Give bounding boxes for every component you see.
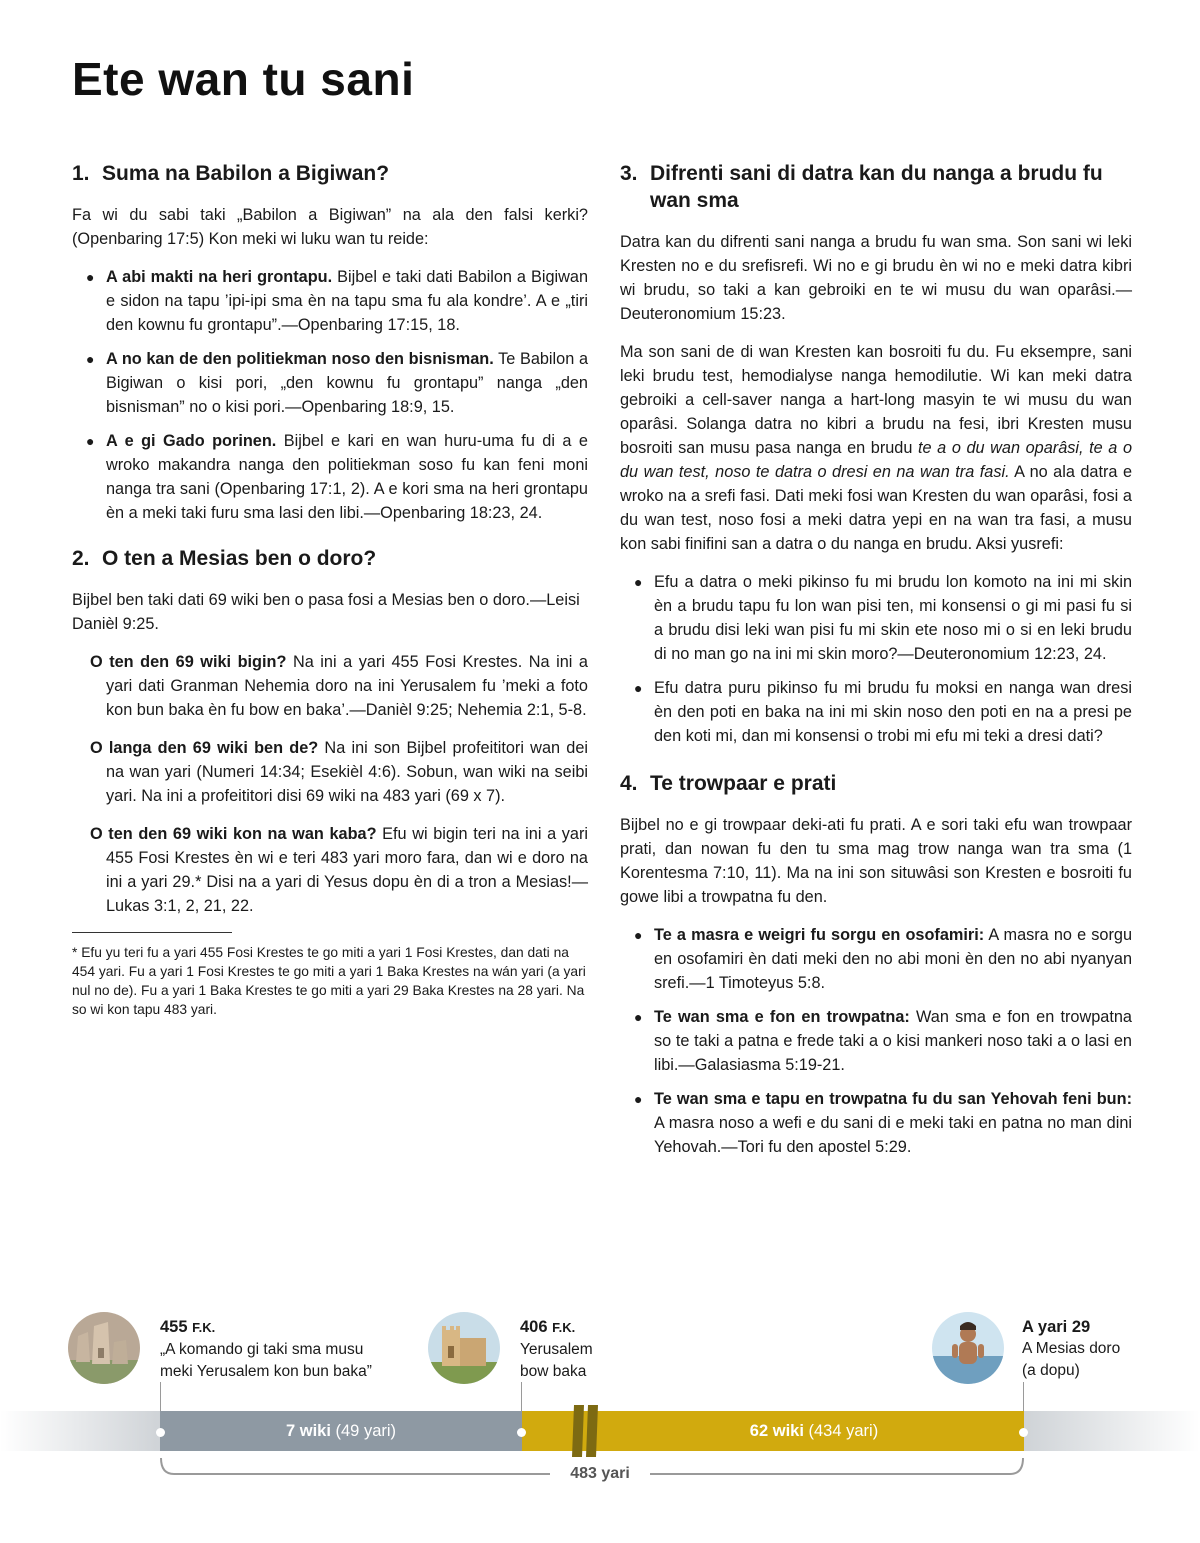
list-item: ● Te wan sma e tapu en trowpatna fu du san Yehovah feni bun: A masra noso a wefi e du sani di e meki taki en patna no man dini Yehovah.—Tori fu den apostel 5:29. [634, 1090, 1132, 1156]
section-1-heading: 1. Suma na Babilon a Bigiwan? [72, 162, 390, 185]
page-title: Ete wan tu sani [72, 53, 415, 105]
section-3-heading: 3. Difrenti sani di datra kan du nanga a brudu fu wan sma [620, 162, 1103, 212]
qa-item: O langa den 69 wiki ben de? Na ini son Bijbel profeititori wan dei na wan yari (Numeri 14:34; Esekièl 4:6). Sobun, wan wiki na seibi yari. Na ini a profeititori disi 69 wiki na 483 yari (69 x 7). [90, 739, 588, 805]
qa-item: O ten den 69 wiki bigin? Na ini a yari 455 Fosi Krestes. Na ini a yari dati Granman Nehemia doro na ini Yerusalem fu ’meki a foto kon bun baka èn fu bow en baka’.—Danièl 9:25; Nehemia 2:1, 5-8. [90, 653, 588, 719]
rebuilt-walls-image [428, 1312, 500, 1384]
list-item: ● A no kan de den politiekman noso den bisnisman. Te Babilon a Bigiwan o kisi pori, „den kownu fu grontapu” nanga „den bisnisman” no o kisi pori.—Openbaring 18:9, 15. [86, 350, 588, 416]
section-4-intro: Bijbel no e gi trowpaar deki-ati fu prati. A e sori taki efu wan trowpaar prati, dan nowan fu den tu sma mag trow nanga wan tra sma (1 Korentesma 7:10, 11). Ma na ini son situwâsi son Kresten e bosroiti fu gowe libi a trowpatna fu den. [620, 816, 1132, 906]
list-item: ● Efu datra puru pikinso fu mi brudu fu moksi en nanga wan dresi èn den poti en baka na ini mi skin noso den poti en na a presi pe den koti mi, dan mi konsensi o trobi mi efu mi teki a dresi dati? [634, 679, 1132, 745]
event-29-label: A yari 29 A Mesias doro (a dopu) [1022, 1318, 1121, 1379]
section-1-list [72, 265, 588, 525]
right-column [620, 160, 1132, 1169]
segment-2-label: 62 wiki (434 yari) [749, 1422, 879, 1440]
section-3-paragraph-2: Ma son sani de di wan Kresten kan bosroiti fu du. Fu eksempre, sani leki brudu test, hemodialyse nanga hemodilutie. Wi kan meki datra gebroiki a cell-saver nanga a hart-long masyin te wi musu du wan oparâsi. Solanga datra no kibri a brudu na fesi, ibri Kresten musu bosroiti san musu pasa nanga en brudu te a o du wan oparâsi, te a o du wan test, noso te datra o dresi en na wan tra fasi. A no ala datra e wroko na a srefi fasi. Dati meki fosi wan Kresten du wan oparâsi, fosi a du wan test, noso fosi a meki datra yepi en na wan tra fasi, a musu kon sabi finifini san a datra o du nanga en brudu. Aksi yusrefi: [620, 343, 1133, 553]
list-item: ● A e gi Gado porinen. Bijbel e kari en wan huru-uma fu di a e wroko makandra nanga den politiekman soso fu kan feni moni nanga tra sani (Openbaring 17:1, 2). A e kori sma na heri grontapu èn a meki taki furu sma lasi den libi.—Openbaring 18:23, 24. [86, 432, 588, 522]
event-406-label: 406 F.K. Yerusalem bow baka [520, 1318, 593, 1380]
section-1-intro: Fa wi du sabi taki „Babilon a Bigiwan” na ala den falsi kerki? (Openbaring 17:5) Kon meki wi luku wan tu reide: [72, 206, 588, 248]
section-3-list [620, 570, 1132, 748]
timeline-break-icon [568, 1405, 604, 1457]
section-3-paragraph-1: Datra kan du difrenti sani nanga a brudu fu wan sma. Son sani wi leki Kresten no e du srefisrefi. Wi no e gi brudu èn wi no e meki datra kibri wi brudu, so taki a kan gebroiki en te wi musu du wan oparâsi.—Deuteronomium 15:23. [620, 233, 1132, 323]
left-column [72, 160, 588, 1019]
section-2-intro: Bijbel ben taki dati 69 wiki ben o pasa fosi a Mesias ben o doro.—Leisi Danièl 9:25. [72, 591, 580, 633]
list-item: ● Te wan sma e fon en trowpatna: Wan sma e fon en trowpatna so te taki a patna e frede taki a o kisi mankeri noso taki a o lasi en libi.—Galasiasma 5:19-21. [634, 1008, 1132, 1074]
footnote: * Efu yu teri fu a yari 455 Fosi Krestes te go miti a yari 1 Fosi Krestes, dan dati na 454 yari. Fu a yari 1 Fosi Krestes te go miti a yari 1 Baka Krestes na wán yari (a yari nul no de). Fu a yari 1 Baka Krestes te go miti a yari 29 Baka Krestes na 28 yari. Na so wi kon tapu 483 yari. [72, 945, 586, 1017]
section-4-list [620, 923, 1132, 1159]
timeline-fade-left [0, 1411, 160, 1451]
section-2-heading: 2. O ten a Mesias ben o doro? [72, 547, 377, 570]
timeline [0, 1300, 1200, 1500]
ruined-walls-image [68, 1312, 140, 1384]
footnote-divider [72, 932, 232, 933]
section-4-heading: 4. Te trowpaar e prati [620, 772, 837, 795]
list-item: ● A abi makti na heri grontapu. Bijbel e taki dati Babilon a Bigiwan e sidon na tapu ’ipi-ipi sma èn na tapu sma fu ala kondre’. A e „tiri den kownu fu grontapu”.—Openbaring 17:15, 18. [86, 268, 588, 334]
segment-1-label: 7 wiki (49 yari) [285, 1422, 397, 1440]
timeline-fade-right [1024, 1411, 1200, 1451]
list-item: ● Efu a datra o meki pikinso fu mi brudu lon komoto na ini mi skin èn a brudu tapu fu lon wan pisi ten, mi konsensi o gi mi pasi fu si a brudu disi leki wan pisi fu mi skin ete noso mi o si en leki brudu di no man go na ini mi skin moro?—Deuteronomium 12:23, 24. [634, 573, 1132, 663]
event-455-label: 455 F.K. „A komando gi taki sma musu meki Yerusalem kon bun baka” [160, 1318, 372, 1380]
total-label: 483 yari [550, 1465, 650, 1483]
list-item: ● Te a masra e weigri fu sorgu en osofamiri: A masra no e sorgu en osofamiri èn dati meki den no abi moni èn den no abi nyanyan srefi.—1 Timoteyus 5:8. [634, 926, 1132, 992]
baptism-image [932, 1312, 1004, 1384]
qa-item: O ten den 69 wiki kon na wan kaba? Efu wi bigin teri na ini a yari 455 Fosi Krestes èn wi e teri 483 yari moro fara, dan wi e doro na ini a yari 29.* Disi na a yari di Yesus dopu èn di a tron a Mesias!—Lukas 3:1, 2, 21, 22. [90, 825, 588, 915]
